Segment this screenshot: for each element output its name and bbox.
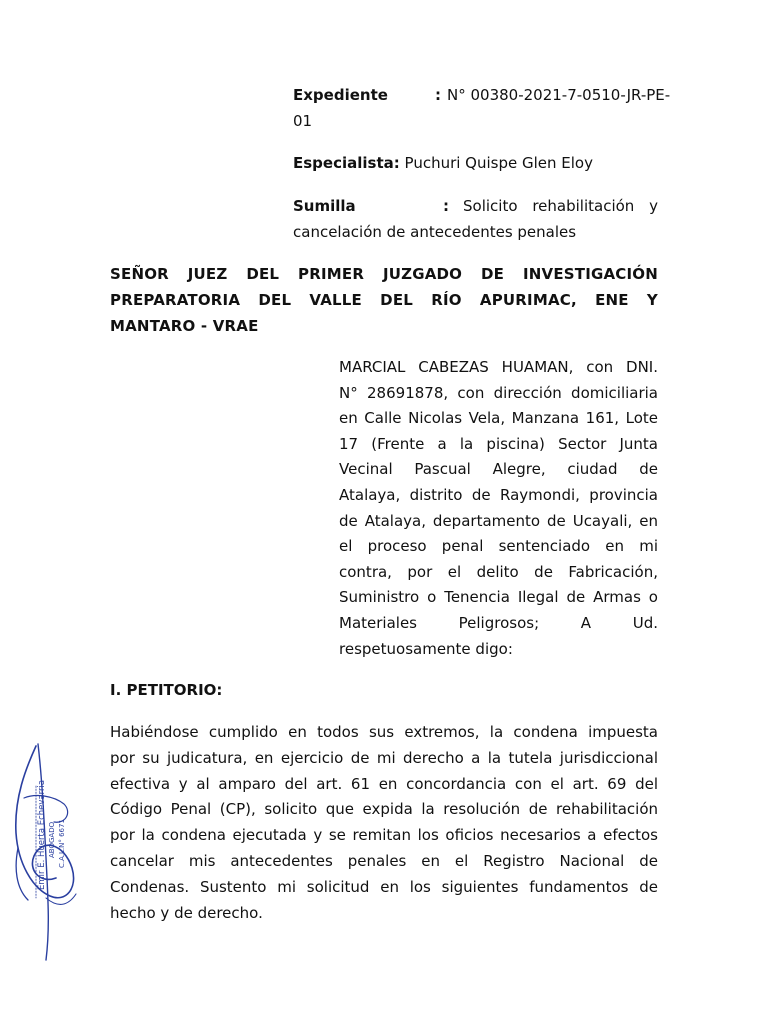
expediente-row [293, 82, 671, 134]
intro-line: en Calle Nicolas Vela, Manzana 161, Lote [339, 409, 658, 428]
intro-line: Suministro o Tenencia Ilegal de Armas o [339, 588, 658, 607]
sumilla-row [293, 193, 658, 245]
intro-line: respetuosamente digo: [339, 639, 513, 658]
petitorio-line: cancelar mis antecedentes penales en el Registro Nacional de [110, 851, 658, 870]
petitorio-line: Habiéndose cumplido en todos sus extremos, la condena impuesta [110, 723, 658, 741]
expediente-colon: : [435, 86, 441, 104]
petitorio-line: Condenas. Sustento mi solicitud en los siguientes fundamentos de [110, 877, 658, 896]
intro-line: Atalaya, distrito de Raymondi, provincia [339, 485, 658, 504]
stamp-title: ABOGADO [48, 821, 56, 858]
addressee-line: MANTARO - VRAE [110, 317, 259, 335]
intro-line: Vecinal Pascual Alegre, ciudad de [339, 460, 658, 479]
lawyer-signature-stamp [6, 738, 96, 966]
sumilla-text: Solicito rehabilitación y [463, 197, 658, 215]
intro-line: N° 28691878, con dirección domiciliaria [339, 383, 658, 402]
party-introduction [339, 355, 658, 662]
expediente-number: N° 00380-2021-7-0510-JR-PE- [447, 86, 671, 104]
petitorio-line: Código Penal (CP), solicito que expida la resolución de rehabilitación [110, 800, 658, 819]
sumilla-label: Sumilla [293, 197, 356, 215]
judge-addressee [110, 261, 658, 339]
signature-icon [6, 738, 96, 966]
intro-line: Materiales Peligrosos; A Ud. [339, 613, 658, 632]
expediente-label: Expediente [293, 86, 388, 104]
petitorio-paragraph [110, 720, 658, 926]
petitorio-line: efectiva y al amparo del art. 61 en concordancia con el art. 69 del [110, 774, 658, 793]
especialista-row [293, 150, 658, 176]
intro-line: 17 (Frente a la piscina) Sector Junta [339, 434, 658, 453]
addressee-line: PREPARATORIA DEL VALLE DEL RÍO APURIMAC, ENE Y [110, 291, 658, 309]
stamp-reg: C.A.L.N° 6671 [58, 819, 66, 868]
sumilla-colon: : [443, 197, 449, 215]
intro-line: de Atalaya, departamento de Ucayali, en [339, 511, 658, 530]
especialista-name: Puchuri Quispe Glen Eloy [404, 154, 593, 172]
especialista-label: Especialista: [293, 154, 400, 172]
stamp-name: Emir E. Huerta Echevarria [37, 779, 47, 890]
intro-line: el proceso penal sentenciado en mi [339, 537, 658, 556]
petitorio-line: por su judicatura, en ejercicio de mi derecho a la tutela jurisdiccional [110, 748, 658, 767]
expediente-number-continued: 01 [293, 112, 313, 130]
case-header [293, 82, 671, 245]
intro-line: MARCIAL CABEZAS HUAMAN, con DNI. [339, 358, 658, 376]
petitorio-line: por la condena ejecutada y se remitan los oficios necesarios a efectos [110, 826, 658, 845]
addressee-line: SEÑOR JUEZ DEL PRIMER JUZGADO DE INVESTIGACIÓN [110, 265, 658, 283]
intro-line: contra, por el delito de Fabricación, [339, 562, 658, 581]
petitorio-heading: I. PETITORIO: [110, 681, 223, 699]
sumilla-text-continued: cancelación de antecedentes penales [293, 223, 577, 241]
petitorio-line: hecho y de derecho. [110, 903, 263, 922]
